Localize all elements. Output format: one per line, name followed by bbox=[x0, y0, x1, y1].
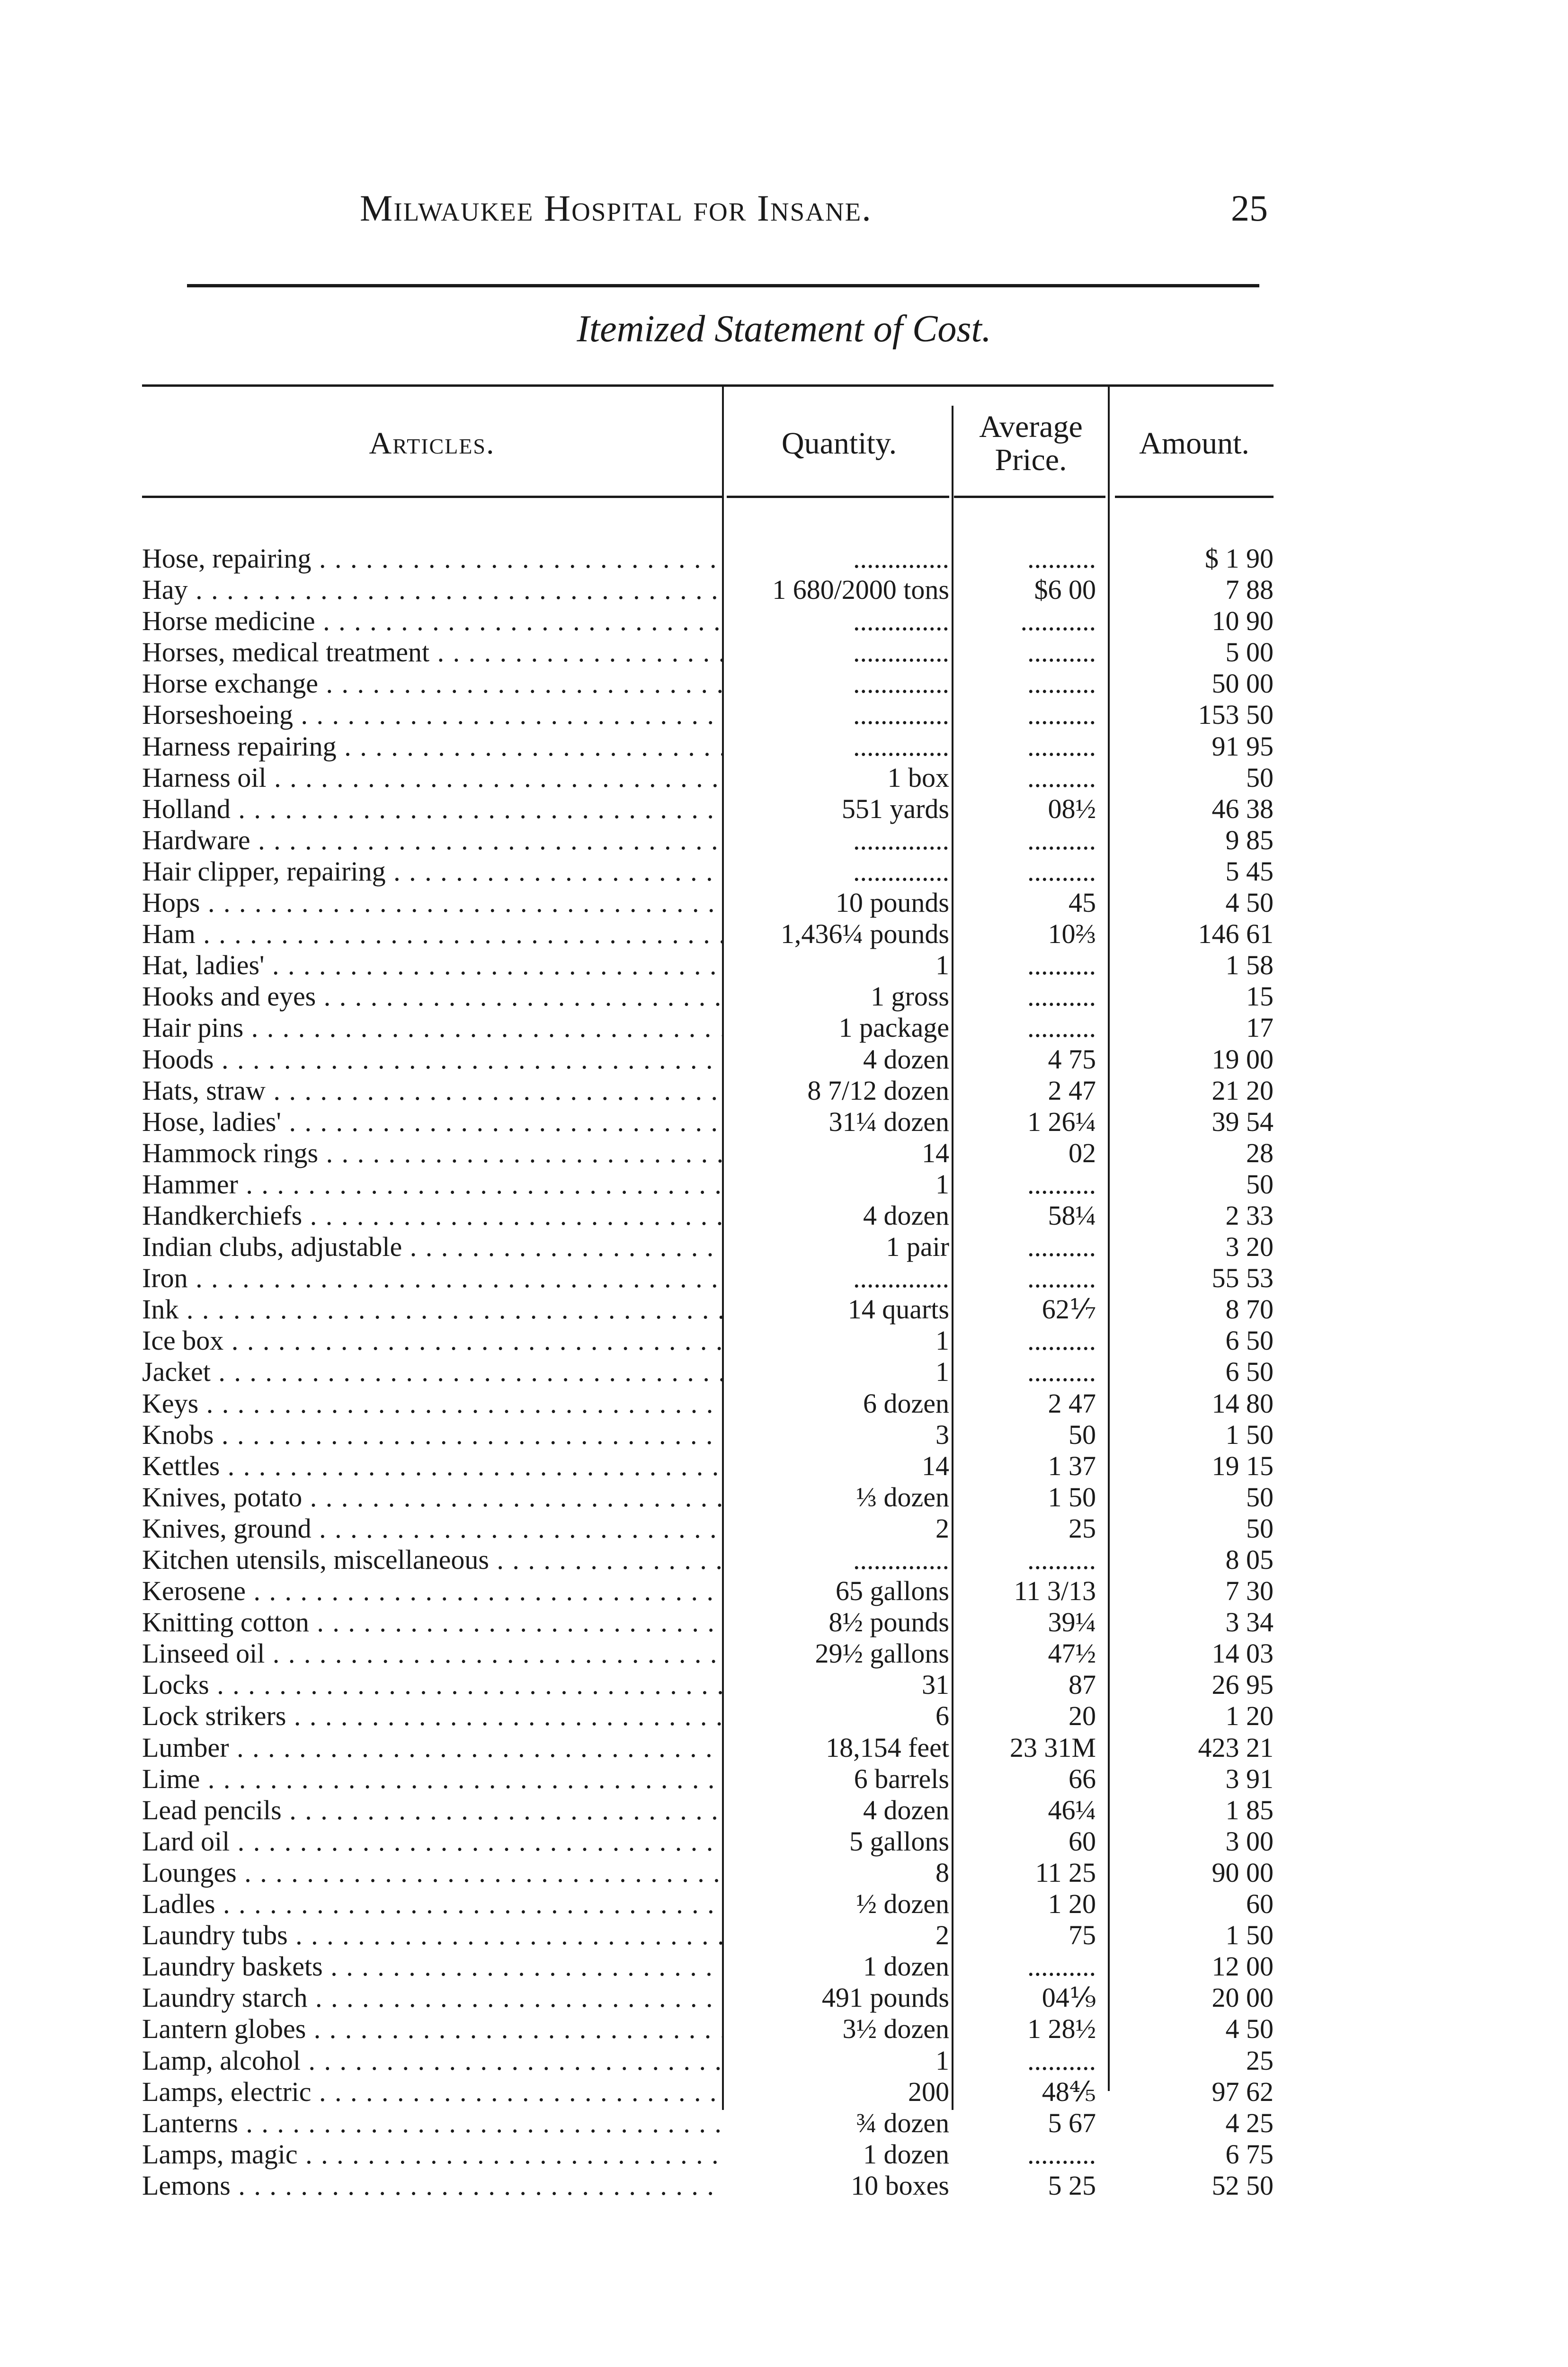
price-cell: 11 25 bbox=[1035, 1857, 1096, 1888]
price-cell: .......... bbox=[1027, 855, 1096, 887]
article-cell: Lemons . . . bbox=[142, 2170, 722, 2201]
amount-cell: 14 80 bbox=[1212, 1388, 1274, 1419]
price-cell: .......... bbox=[1027, 637, 1096, 668]
table-row bbox=[142, 1575, 1274, 1607]
article-cell: Knobs . . . bbox=[142, 1419, 722, 1450]
quantity-cell: 1 bbox=[935, 950, 949, 981]
article-cell: Iron . . . bbox=[142, 1263, 722, 1294]
article-cell: Hops . . . bbox=[142, 887, 722, 918]
quantity-cell: 14 bbox=[922, 1137, 949, 1168]
quantity-cell: .............. bbox=[853, 637, 949, 668]
article-cell: Hats, straw . . . bbox=[142, 1075, 722, 1106]
quantity-cell: ⅓ dozen bbox=[856, 1481, 949, 1513]
price-cell: .......... bbox=[1027, 824, 1096, 855]
table-row bbox=[142, 856, 1274, 887]
amount-cell: 9 85 bbox=[1225, 824, 1274, 855]
amount-cell: 1 50 bbox=[1225, 1419, 1274, 1450]
quantity-cell: 1 bbox=[935, 1356, 949, 1388]
article-cell: Locks . . . bbox=[142, 1669, 722, 1700]
article-cell: Hoods . . . bbox=[142, 1044, 722, 1075]
table-row bbox=[142, 2108, 1274, 2139]
article-cell: Handkerchiefs . . . bbox=[142, 1200, 722, 1231]
quantity-cell: 31 bbox=[922, 1669, 949, 1700]
article-cell: Hat, ladies' . . . bbox=[142, 950, 722, 981]
table-row bbox=[142, 1732, 1274, 1763]
table-row bbox=[142, 1982, 1274, 2013]
table-row bbox=[142, 1356, 1274, 1388]
article-cell: Hose, repairing . . . bbox=[142, 543, 722, 574]
article-cell: Keys . . . bbox=[142, 1388, 722, 1419]
quantity-cell: .............. bbox=[853, 668, 949, 699]
table-row bbox=[142, 1450, 1274, 1482]
article-cell: Harness oil . . . bbox=[142, 762, 722, 793]
article-cell: Kitchen utensils, miscellaneous . . . bbox=[142, 1544, 722, 1575]
amount-cell: 15 bbox=[1246, 981, 1274, 1012]
price-cell: .......... bbox=[1027, 1231, 1096, 1263]
price-cell: 23 31M bbox=[1009, 1732, 1096, 1763]
article-cell: Ladles . . . bbox=[142, 1888, 722, 1920]
quantity-cell: 8 bbox=[935, 1857, 949, 1888]
quantity-cell: 1 dozen bbox=[863, 2138, 949, 2170]
article-cell: Lime . . . bbox=[142, 1763, 722, 1795]
quantity-cell: .............. bbox=[853, 699, 949, 730]
quantity-cell: 1 box bbox=[887, 762, 949, 793]
quantity-cell: 10 boxes bbox=[851, 2170, 949, 2201]
quantity-cell: 1 gross bbox=[871, 981, 949, 1012]
table-row bbox=[142, 1012, 1274, 1043]
price-cell: $6 00 bbox=[1034, 574, 1096, 605]
header-underline bbox=[1115, 496, 1274, 498]
article-cell: Lock strikers . . . bbox=[142, 1700, 722, 1732]
table-row bbox=[142, 1294, 1274, 1325]
table-row bbox=[142, 1920, 1274, 1951]
table-row bbox=[142, 605, 1274, 637]
price-cell: 1 26¼ bbox=[1027, 1106, 1096, 1137]
amount-cell: 52 50 bbox=[1212, 2170, 1274, 2201]
table-row bbox=[142, 1763, 1274, 1795]
article-cell: Jacket . . . bbox=[142, 1356, 722, 1388]
article-cell: Hooks and eyes . . . bbox=[142, 981, 722, 1012]
amount-cell: 7 88 bbox=[1225, 574, 1274, 605]
table-row bbox=[142, 1388, 1274, 1419]
table-row bbox=[142, 1857, 1274, 1888]
table-row bbox=[142, 1700, 1274, 1732]
article-cell: Laundry tubs . . . bbox=[142, 1920, 722, 1951]
amount-cell: 20 00 bbox=[1212, 1982, 1274, 2013]
price-cell: .......... bbox=[1027, 1325, 1096, 1356]
amount-cell: 50 bbox=[1246, 1168, 1274, 1200]
amount-cell: 5 45 bbox=[1225, 855, 1274, 887]
quantity-cell: 1 bbox=[935, 2045, 949, 2076]
table-row bbox=[142, 1544, 1274, 1575]
quantity-cell: 18,154 feet bbox=[826, 1732, 949, 1763]
quantity-cell: .............. bbox=[853, 605, 949, 637]
price-cell: .......... bbox=[1027, 1544, 1096, 1575]
price-cell: 45 bbox=[1069, 887, 1096, 918]
table-row bbox=[142, 762, 1274, 793]
header-underline bbox=[727, 496, 949, 498]
amount-cell: 10 90 bbox=[1212, 605, 1274, 637]
price-cell: 1 37 bbox=[1048, 1450, 1096, 1481]
table-row bbox=[142, 1263, 1274, 1294]
amount-cell: 1 85 bbox=[1225, 1794, 1274, 1825]
quantity-cell: 491 pounds bbox=[821, 1982, 949, 2013]
amount-cell: 50 bbox=[1246, 762, 1274, 793]
table-row bbox=[142, 981, 1274, 1012]
table-row bbox=[142, 1325, 1274, 1356]
article-cell: Horse medicine . . . bbox=[142, 605, 722, 637]
quantity-cell: .............. bbox=[853, 855, 949, 887]
table-row bbox=[142, 1638, 1274, 1669]
article-cell: Horseshoeing . . . bbox=[142, 699, 722, 730]
amount-cell: 50 00 bbox=[1212, 668, 1274, 699]
quantity-cell: 6 bbox=[935, 1700, 949, 1732]
column-header-quantity: Quantity. bbox=[781, 426, 897, 461]
article-cell: Hammock rings . . . bbox=[142, 1138, 722, 1169]
price-cell: 58¼ bbox=[1048, 1200, 1096, 1231]
price-cell: 46¼ bbox=[1048, 1794, 1096, 1825]
article-cell: Linseed oil . . . bbox=[142, 1638, 722, 1669]
column-header-amount: Amount. bbox=[1139, 426, 1249, 461]
price-cell: 75 bbox=[1069, 1920, 1096, 1951]
price-cell: .......... bbox=[1027, 543, 1096, 574]
amount-cell: 28 bbox=[1246, 1137, 1274, 1168]
table-row bbox=[142, 1607, 1274, 1638]
price-cell: .......... bbox=[1027, 762, 1096, 793]
amount-cell: 8 70 bbox=[1225, 1294, 1274, 1325]
table-row bbox=[142, 1200, 1274, 1231]
article-cell: Horses, medical treatment . . . bbox=[142, 637, 722, 668]
table-row bbox=[142, 1419, 1274, 1450]
price-cell: .......... bbox=[1027, 1263, 1096, 1294]
amount-cell: 19 00 bbox=[1212, 1043, 1274, 1075]
quantity-cell: .............. bbox=[853, 730, 949, 762]
article-cell: Lounges . . . bbox=[142, 1857, 722, 1888]
table-row bbox=[142, 918, 1274, 950]
quantity-cell: 2 bbox=[935, 1513, 949, 1544]
price-cell: 39¼ bbox=[1048, 1607, 1096, 1638]
quantity-cell: .............. bbox=[853, 1263, 949, 1294]
price-cell: .......... bbox=[1027, 2045, 1096, 2076]
amount-cell: 3 00 bbox=[1225, 1825, 1274, 1857]
amount-cell: 60 bbox=[1246, 1888, 1274, 1920]
price-cell: 48⅘ bbox=[1042, 2076, 1096, 2107]
amount-cell: 97 62 bbox=[1212, 2076, 1274, 2107]
quantity-cell: 1 bbox=[935, 1168, 949, 1200]
header-underline bbox=[142, 496, 722, 498]
amount-cell: 90 00 bbox=[1212, 1857, 1274, 1888]
article-cell: Knitting cotton . . . bbox=[142, 1607, 722, 1638]
table-row bbox=[142, 1826, 1274, 1857]
amount-cell: 50 bbox=[1246, 1513, 1274, 1544]
amount-cell: 4 25 bbox=[1225, 2107, 1274, 2138]
article-cell: Laundry baskets . . . bbox=[142, 1951, 722, 1982]
table-row bbox=[142, 574, 1274, 605]
price-cell: 60 bbox=[1069, 1825, 1096, 1857]
quantity-cell: 6 dozen bbox=[863, 1388, 949, 1419]
table-row bbox=[142, 825, 1274, 856]
price-cell: 87 bbox=[1069, 1669, 1096, 1700]
article-cell: Lanterns . . . bbox=[142, 2108, 722, 2139]
article-cell: Lamps, electric . . . bbox=[142, 2076, 722, 2108]
amount-cell: 1 20 bbox=[1225, 1700, 1274, 1732]
quantity-cell: .............. bbox=[853, 1544, 949, 1575]
quantity-cell: 3 bbox=[935, 1419, 949, 1450]
table-row bbox=[142, 1044, 1274, 1075]
quantity-cell: 5 gallons bbox=[849, 1825, 949, 1857]
table-row bbox=[142, 1169, 1274, 1200]
article-cell: Horse exchange . . . bbox=[142, 668, 722, 699]
price-cell: 50 bbox=[1069, 1419, 1096, 1450]
table-row bbox=[142, 1795, 1274, 1826]
price-cell: .......... bbox=[1027, 1012, 1096, 1043]
article-cell: Lantern globes . . . bbox=[142, 2013, 722, 2045]
price-cell: 20 bbox=[1069, 1700, 1096, 1732]
price-cell: 4 75 bbox=[1048, 1043, 1096, 1075]
amount-cell: 4 50 bbox=[1225, 2013, 1274, 2045]
header-rule bbox=[187, 284, 1259, 287]
article-cell: Ice box . . . bbox=[142, 1325, 722, 1356]
price-cell: ........... bbox=[1020, 605, 1096, 637]
price-cell: .......... bbox=[1027, 2138, 1096, 2170]
amount-cell: 3 91 bbox=[1225, 1763, 1274, 1794]
table-row bbox=[142, 2139, 1274, 2170]
amount-cell: 19 15 bbox=[1212, 1450, 1274, 1481]
amount-cell: 6 50 bbox=[1225, 1356, 1274, 1388]
table-row bbox=[142, 1106, 1274, 1138]
table-row bbox=[142, 731, 1274, 762]
table-row bbox=[142, 1231, 1274, 1263]
table-row bbox=[142, 1669, 1274, 1700]
table-row bbox=[142, 543, 1274, 574]
amount-cell: 1 50 bbox=[1225, 1920, 1274, 1951]
column-header-articles: Articles. bbox=[369, 426, 495, 461]
quantity-cell: 65 gallons bbox=[835, 1575, 949, 1607]
amount-cell: 2 33 bbox=[1225, 1200, 1274, 1231]
amount-cell: 55 53 bbox=[1212, 1263, 1274, 1294]
amount-cell: 21 20 bbox=[1212, 1075, 1274, 1106]
amount-cell: 46 38 bbox=[1212, 793, 1274, 824]
article-cell: Knives, potato . . . bbox=[142, 1482, 722, 1513]
price-cell: 1 50 bbox=[1048, 1481, 1096, 1513]
article-cell: Harness repairing . . . bbox=[142, 731, 722, 762]
article-cell: Kerosene . . . bbox=[142, 1575, 722, 1607]
price-cell: 02 bbox=[1069, 1137, 1096, 1168]
quantity-cell: 551 yards bbox=[841, 793, 949, 824]
quantity-cell: 1,436¼ pounds bbox=[780, 918, 949, 950]
article-cell: Laundry starch . . . bbox=[142, 1982, 722, 2013]
amount-cell: 423 21 bbox=[1198, 1732, 1274, 1763]
article-cell: Hay . . . bbox=[142, 574, 722, 605]
quantity-cell: 2 bbox=[935, 1920, 949, 1951]
price-cell: 47½ bbox=[1048, 1638, 1096, 1669]
price-cell: 66 bbox=[1069, 1763, 1096, 1794]
amount-cell: 39 54 bbox=[1212, 1106, 1274, 1137]
price-cell: .......... bbox=[1027, 981, 1096, 1012]
quantity-cell: 31¼ dozen bbox=[829, 1106, 949, 1137]
table-row bbox=[142, 2076, 1274, 2108]
table-row bbox=[142, 1075, 1274, 1106]
amount-cell: 91 95 bbox=[1212, 730, 1274, 762]
quantity-cell: 14 quarts bbox=[847, 1294, 949, 1325]
price-cell: .......... bbox=[1027, 950, 1096, 981]
article-cell: Lamps, magic . . . bbox=[142, 2139, 722, 2170]
article-cell: Hair pins . . . bbox=[142, 1012, 722, 1043]
table-row bbox=[142, 1888, 1274, 1920]
price-cell: 11 3/13 bbox=[1014, 1575, 1096, 1607]
price-cell: 62⅐ bbox=[1042, 1294, 1096, 1325]
amount-cell: 1 58 bbox=[1225, 950, 1274, 981]
running-title: Milwaukee Hospital for Insane. bbox=[360, 187, 872, 229]
amount-cell: 146 61 bbox=[1198, 918, 1274, 950]
amount-cell: 8 05 bbox=[1225, 1544, 1274, 1575]
section-title: Itemized Statement of Cost. bbox=[577, 308, 991, 350]
article-cell: Ink . . . bbox=[142, 1294, 722, 1325]
article-cell: Kettles . . . bbox=[142, 1450, 722, 1482]
quantity-cell: 4 dozen bbox=[863, 1043, 949, 1075]
amount-cell: 7 30 bbox=[1225, 1575, 1274, 1607]
article-cell: Hammer . . . bbox=[142, 1169, 722, 1200]
amount-cell: 26 95 bbox=[1212, 1669, 1274, 1700]
table-row bbox=[142, 1513, 1274, 1544]
quantity-cell: 3½ dozen bbox=[842, 2013, 949, 2045]
price-cell: 10⅔ bbox=[1048, 918, 1096, 950]
table-row bbox=[142, 668, 1274, 699]
quantity-cell: .............. bbox=[853, 543, 949, 574]
table-row bbox=[142, 699, 1274, 730]
amount-cell: 3 20 bbox=[1225, 1231, 1274, 1263]
amount-cell: 25 bbox=[1246, 2045, 1274, 2076]
amount-cell: 50 bbox=[1246, 1481, 1274, 1513]
amount-cell: 5 00 bbox=[1225, 637, 1274, 668]
amount-cell: 3 34 bbox=[1225, 1607, 1274, 1638]
table-row bbox=[142, 950, 1274, 981]
page-number: 25 bbox=[1231, 187, 1268, 229]
amount-cell: 6 50 bbox=[1225, 1325, 1274, 1356]
article-cell: Lard oil . . . bbox=[142, 1826, 722, 1857]
price-cell: 5 67 bbox=[1048, 2107, 1096, 2138]
quantity-cell: 1 bbox=[935, 1325, 949, 1356]
table-row bbox=[142, 793, 1274, 825]
quantity-cell: 200 bbox=[908, 2076, 949, 2107]
article-cell: Holland . . . bbox=[142, 793, 722, 825]
price-cell: .......... bbox=[1027, 730, 1096, 762]
quantity-cell: 14 bbox=[922, 1450, 949, 1481]
table-row bbox=[142, 887, 1274, 918]
quantity-cell: .............. bbox=[853, 824, 949, 855]
amount-cell: 4 50 bbox=[1225, 887, 1274, 918]
quantity-cell: 1 680/2000 tons bbox=[772, 574, 949, 605]
price-cell: 5 25 bbox=[1048, 2170, 1096, 2201]
quantity-cell: 1 package bbox=[838, 1012, 949, 1043]
quantity-cell: 10 pounds bbox=[835, 887, 949, 918]
table-row bbox=[142, 1138, 1274, 1169]
article-cell: Knives, ground . . . bbox=[142, 1513, 722, 1544]
amount-cell: $ 1 90 bbox=[1205, 543, 1274, 574]
amount-cell: 17 bbox=[1246, 1012, 1274, 1043]
article-cell: Hose, ladies' . . . bbox=[142, 1106, 722, 1138]
header-underline bbox=[954, 496, 1105, 498]
article-cell: Indian clubs, adjustable . . . bbox=[142, 1231, 722, 1263]
price-cell: 2 47 bbox=[1048, 1075, 1096, 1106]
article-cell: Hair clipper, repairing . . . bbox=[142, 856, 722, 887]
price-cell: .......... bbox=[1027, 1951, 1096, 1982]
article-cell: Lamp, alcohol . . . bbox=[142, 2045, 722, 2076]
table-row bbox=[142, 1482, 1274, 1513]
article-cell: Ham . . . bbox=[142, 918, 722, 950]
table-row bbox=[142, 637, 1274, 668]
price-cell: 1 28½ bbox=[1027, 2013, 1096, 2045]
table-body bbox=[142, 543, 1274, 2201]
quantity-cell: 8 7/12 dozen bbox=[807, 1075, 949, 1106]
amount-cell: 12 00 bbox=[1212, 1951, 1274, 1982]
quantity-cell: ¾ dozen bbox=[856, 2107, 949, 2138]
quantity-cell: 6 barrels bbox=[854, 1763, 949, 1794]
quantity-cell: 8½ pounds bbox=[829, 1607, 949, 1638]
amount-cell: 153 50 bbox=[1198, 699, 1274, 730]
quantity-cell: 4 dozen bbox=[863, 1794, 949, 1825]
price-cell: .......... bbox=[1027, 668, 1096, 699]
article-cell: Lumber . . . bbox=[142, 1732, 722, 1763]
quantity-cell: 1 dozen bbox=[863, 1951, 949, 1982]
price-cell: 04⅑ bbox=[1042, 1982, 1096, 2013]
table-row bbox=[142, 2045, 1274, 2076]
quantity-cell: 29½ gallons bbox=[815, 1638, 949, 1669]
table-row bbox=[142, 1951, 1274, 1982]
amount-cell: 6 75 bbox=[1225, 2138, 1274, 2170]
price-cell: .......... bbox=[1027, 1168, 1096, 1200]
article-cell: Lead pencils . . . bbox=[142, 1795, 722, 1826]
amount-cell: 14 03 bbox=[1212, 1638, 1274, 1669]
article-cell: Hardware . . . bbox=[142, 825, 722, 856]
price-cell: 08½ bbox=[1048, 793, 1096, 824]
quantity-cell: 1 pair bbox=[886, 1231, 949, 1263]
price-cell: 2 47 bbox=[1048, 1388, 1096, 1419]
price-cell: 25 bbox=[1069, 1513, 1096, 1544]
column-header-average-price: Average Price. bbox=[979, 409, 1083, 477]
price-cell: .......... bbox=[1027, 699, 1096, 730]
table-row bbox=[142, 2170, 1274, 2201]
price-cell: .......... bbox=[1027, 1356, 1096, 1388]
table-row bbox=[142, 2013, 1274, 2045]
quantity-cell: 4 dozen bbox=[863, 1200, 949, 1231]
price-cell: 1 20 bbox=[1048, 1888, 1096, 1920]
quantity-cell: ½ dozen bbox=[856, 1888, 949, 1920]
